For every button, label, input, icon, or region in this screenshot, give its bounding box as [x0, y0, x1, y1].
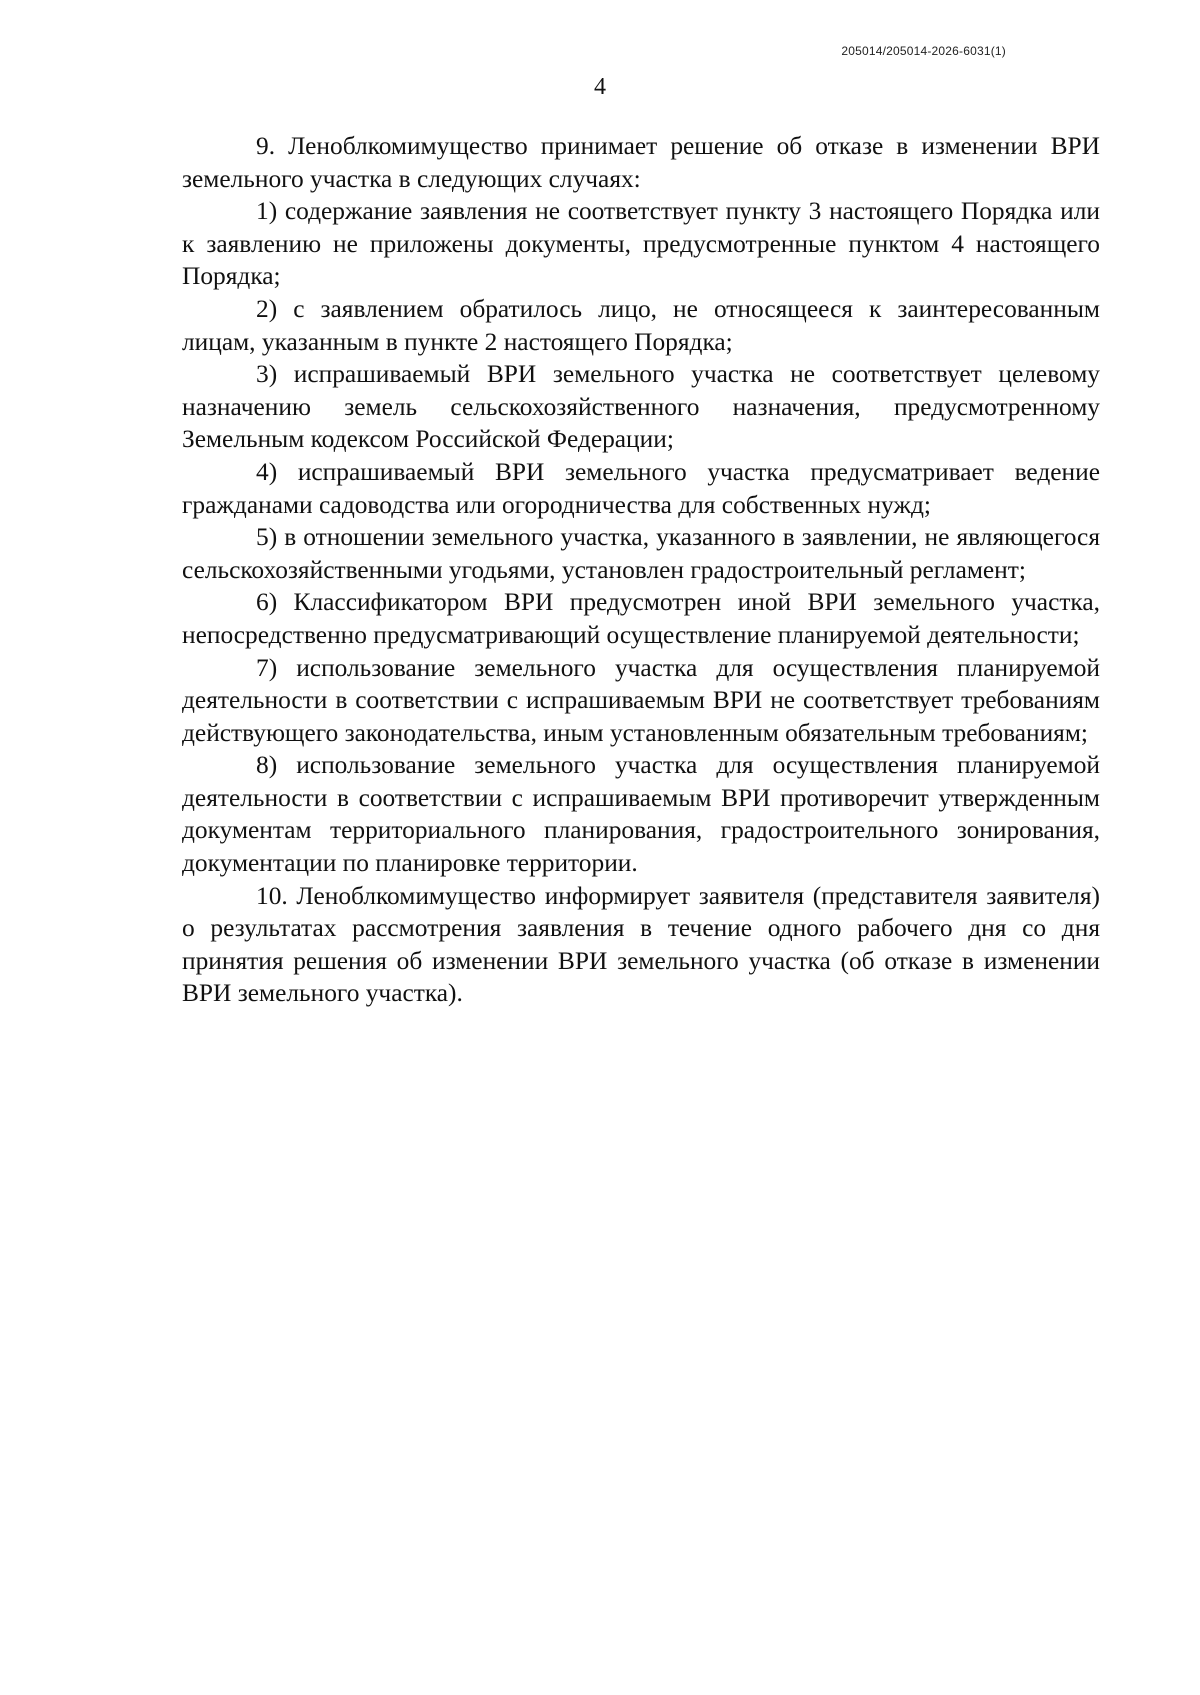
document-body [182, 130, 1100, 1010]
document-id: 205014/205014-2026-6031(1) [841, 44, 1006, 58]
list-item-2: 2) с заявлением обратилось лицо, не относящееся к заинтересованным лицам, указанным в пункте 2 настоящего Порядка; [182, 294, 1100, 356]
list-item-5: 5) в отношении земельного участка, указанного в заявлении, не являющегося сельскохозяйственными угодьями, установлен градостроительный регламент; [182, 523, 1100, 584]
list-item-4: 4) испрашиваемый ВРИ земельного участка предусматривает ведение гражданами садоводства или огородничества для собственных нужд; [182, 457, 1100, 519]
list-item-7: 7) использование земельного участка для осуществления планируемой деятельности в соответствии с испрашиваемым ВРИ не соответствует требованиям действующего законодательства, иным установленным обязательным требованиям; [182, 653, 1100, 747]
list-item-1: 1) содержание заявления не соответствует пункту 3 настоящего Порядка или к заявлению не приложены документы, предусмотренные пунктом 4 настоящего Порядка; [182, 197, 1100, 291]
list-item-8: 8) использование земельного участка для осуществления планируемой деятельности в соответствии с испрашиваемым ВРИ противоречит утвержденным документам территориального планирования, градостроительного зонирования, документации по планировке территории. [182, 751, 1100, 878]
paragraph-9: 9. Леноблкомимущество принимает решение об отказе в изменении ВРИ земельного участка в следующих случаях: [182, 132, 1100, 193]
paragraph-10: 10. Леноблкомимущество информирует заявителя (представителя заявителя) о результатах рассмотрения заявления в течение одного рабочего дня со дня принятия решения об изменении ВРИ земельного участка (об отказе в изменении ВРИ земельного участка). [182, 881, 1100, 1008]
page-number: 4 [594, 74, 606, 100]
list-item-6: 6) Классификатором ВРИ предусмотрен иной ВРИ земельного участка, непосредственно предусматривающий осуществление планируемой деятельности; [182, 588, 1100, 649]
list-item-3: 3) испрашиваемый ВРИ земельного участка не соответствует целевому назначению земель сельскохозяйственного назначения, предусмотренному Земельным кодексом Российской Федерации; [182, 360, 1100, 454]
